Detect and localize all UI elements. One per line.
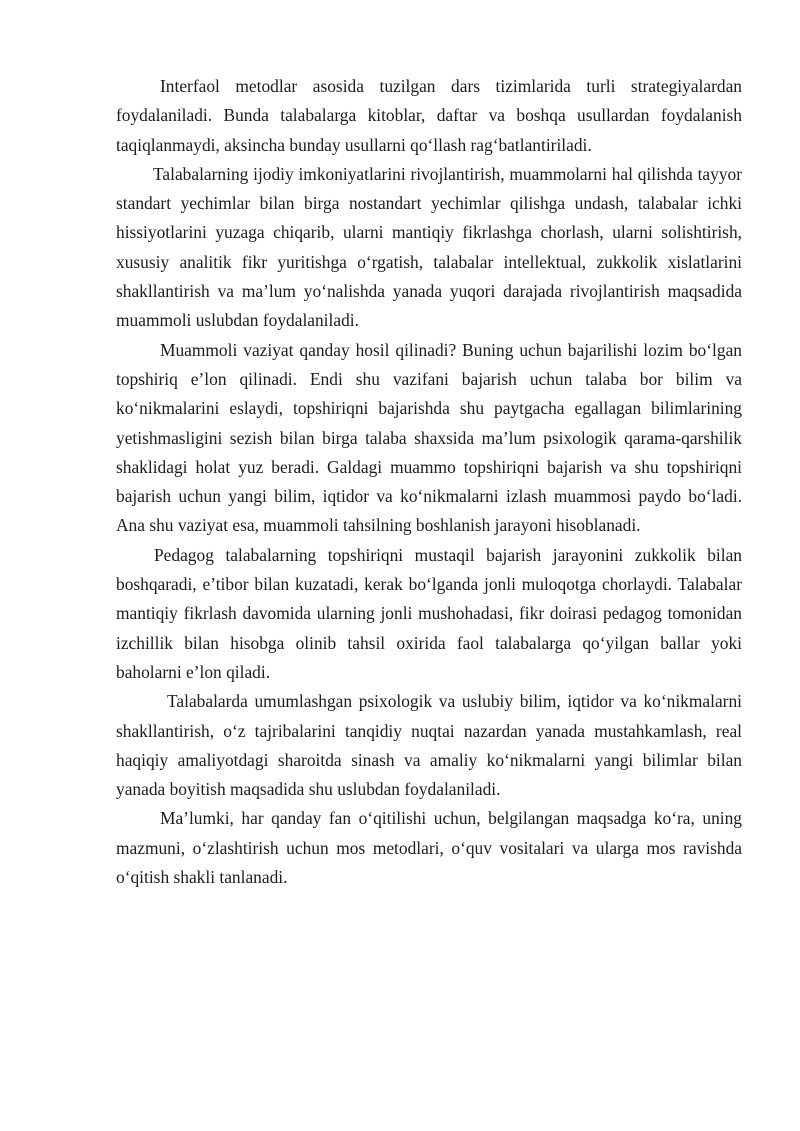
paragraph-teaching-form: Ma’lumki, har qanday fan o‘qitilishi uchun, belgilangan maqsadga ko‘ra, uning mazmuni, o‘zlashtirish uchun mos metodlari, o‘quv vositalari va ularga mos ravishda o‘qitish shakli tanlanadi. [116,808,742,888]
paragraph-generalized-knowledge: Talabalarda umumlashgan psixologik va uslubiy bilim, iqtidor va ko‘nikmalarni shakllantirish, o‘z tajribalarini tanqidiy nuqtai nazardan yanada mustahkamlash, real haqiqiy amaliyotdagi sharoitda sinash va amaliy ko‘nikmalarni yangi bilimlar bilan yanada boyitish maqsadida shu uslubdan foydalaniladi. [116,691,742,800]
document-body [116,72,742,892]
paragraph-problem-situation: Muammoli vaziyat qanday hosil qilinadi? Buning uchun bajarilishi lozim bo‘lgan topshiriq e’lon qilinadi. Endi shu vazifani bajarish uchun talaba bor bilim va ko‘nikmalarini eslaydi, topshiriqni bajarishda shu paytgacha egallagan bilimlarining yetishmasligini sezish bilan birga talaba shaxsida ma’lum psixologik qarama-qarshilik shaklidagi holat yuz beradi. Galdagi muammo topshiriqni bajarish va shu topshiriqni bajarish uchun yangi bilim, iqtidor va ko‘nikmalarni izlash muammosi paydo bo‘ladi. Ana shu vaziyat esa, muammoli tahsilning boshlanish jarayoni hisoblanadi. [116,339,742,536]
paragraph-creative-abilities: Talabalarning ijodiy imkoniyatlarini rivojlantirish, muammolarni hal qilishda tayyor standart yechimlar bilan birga nostandart yechimlar qilishga undash, talabalar ichki hissiyotlarini yuzaga chiqarib, ularni mantiqiy fikrlashga chorlash, ularni solishtirish, xususiy analitik fikr yuritishga o‘rgatish, talabalar intellektual, zukkolik xislatlarini shakllantirish va ma’lum yo‘nalishda yanada yuqori darajada rivojlantirish maqsadida muammoli uslubdan foydalaniladi. [116,163,742,331]
paragraph-pedagog-guidance: Pedagog talabalarning topshiriqni mustaqil bajarish jarayonini zukkolik bilan boshqaradi, e’tibor bilan kuzatadi, kerak bo‘lganda jonli muloqotga chorlaydi. Talabalar mantiqiy fikrlash davomida ularning jonli mushohadasi, fikr doirasi pedagog tomonidan izchillik bilan hisobga olinib tahsil oxirida faol talabalarga qo‘yilgan ballar yoki baholarni e’lon qiladi. [116,544,742,682]
paragraph-interactive-methods: Interfaol metodlar asosida tuzilgan dars tizimlarida turli strategiyalardan foydalaniladi. Bunda talabalarga kitoblar, daftar va boshqa usullardan foydalanish taqiqlanmaydi, aksincha bunday usullarni qo‘llash rag‘batlantiriladi. [116,76,742,155]
